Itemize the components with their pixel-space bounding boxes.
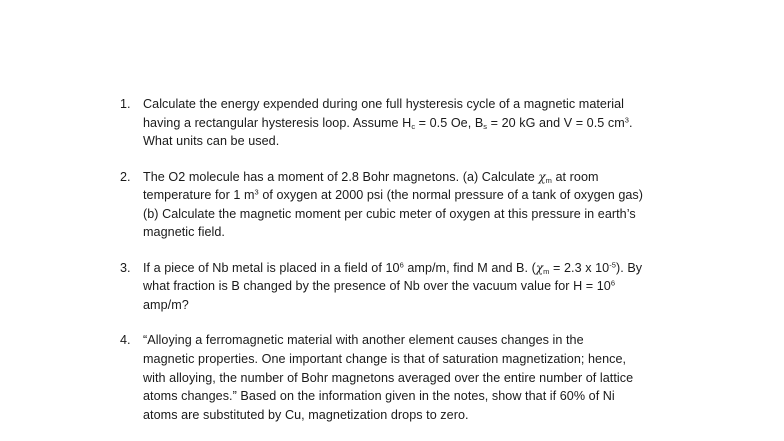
problem-line: (b) Calculate the magnetic moment per cubic meter of oxygen at this pressure in earth’s	[143, 206, 636, 221]
problem-line: what fraction is B changed by the presence of Nb over the vacuum value for $H = 10^6$	[143, 278, 616, 294]
problem-line: with alloying, the number of Bohr magnetons averaged over the entire number of lattice	[143, 370, 634, 385]
problem-3	[120, 259, 680, 315]
problem-line: atoms are substituted by Cu, magnetization drops to zero.	[143, 407, 469, 422]
problem-number: 1.	[120, 97, 131, 111]
problem-line: What units can be used.	[143, 134, 280, 149]
problem-2	[120, 168, 680, 242]
problem-line: magnetic properties. One important change is that of saturation magnetization; hence,	[143, 351, 627, 366]
problem-number: 3.	[120, 260, 131, 275]
problem-line: If a piece of Nb metal is placed in a field of $10^6$ amp/m, find M and B. ($\chi_m = 2.3$ x $10^{-5}$). By	[143, 260, 643, 276]
problem-4	[120, 331, 680, 424]
problem-line: atoms changes.” Based on the information given in the notes, show that if 60% of Ni	[143, 389, 615, 404]
problem-line: having a rectangular hysteresis loop. Assume $H_c = 0.5$ Oe, $B_s = 20$ kG and V = 0.5 $cm^3$.	[143, 115, 633, 131]
problem-line: The O2 molecule has a moment of 2.8 Bohr magnetons. (a) Calculate $\chi_m$ at room	[143, 169, 599, 185]
problem-line: “Alloying a ferromagnetic material with another element causes changes in the	[143, 333, 584, 348]
problem-line: amp/m?	[143, 297, 189, 312]
problem-1	[120, 95, 680, 151]
problem-list	[120, 95, 680, 424]
problem-number: 2.	[120, 169, 131, 184]
problem-line: Calculate the energy expended during one full hysteresis cycle of a magnetic material	[143, 97, 624, 111]
problem-line: temperature for 1 $m^3$ of oxygen at 2000 psi (the normal pressure of a tank of oxygen gas)	[143, 187, 644, 203]
problem-line: magnetic field.	[143, 225, 225, 240]
problem-number: 4.	[120, 333, 131, 348]
